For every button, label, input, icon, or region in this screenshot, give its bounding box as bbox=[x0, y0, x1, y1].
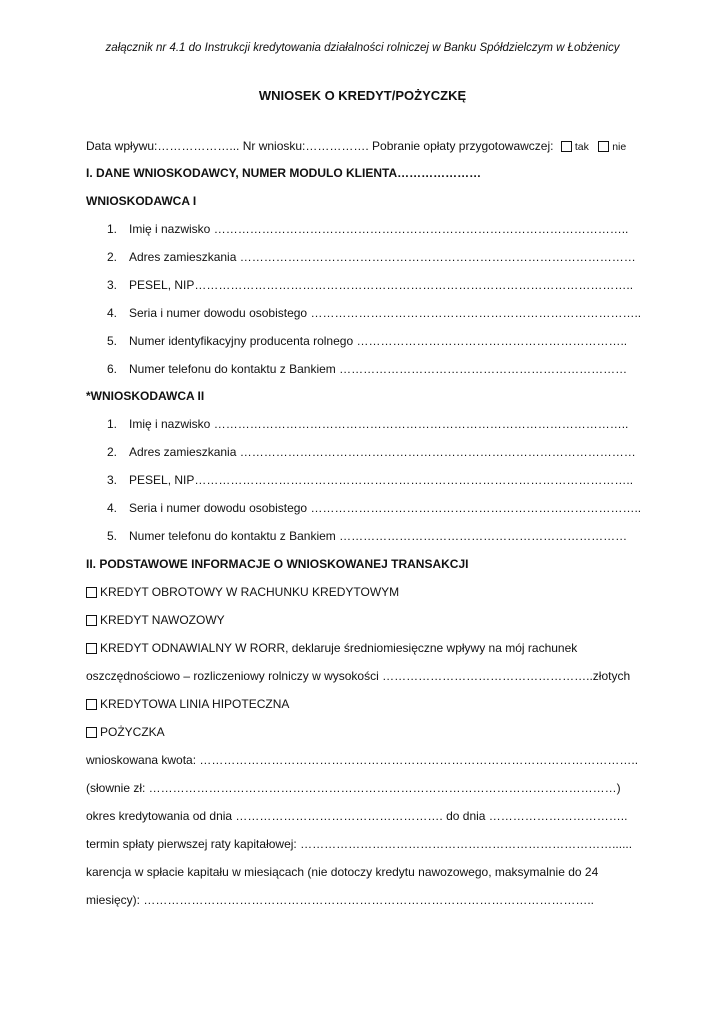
item-number: 3. bbox=[107, 473, 118, 487]
fee-yes-label: tak bbox=[574, 141, 589, 153]
applicant1-item[interactable] bbox=[107, 278, 633, 292]
field-grace-period-months[interactable]: miesięcy): ………………………………………………………………………………………………….. bbox=[86, 893, 595, 907]
item-text: Adres zamieszkania ……………………………………………………………………………………… bbox=[129, 250, 636, 264]
fee-no-checkbox[interactable] bbox=[598, 141, 609, 152]
option-label: POŻYCZKA bbox=[100, 725, 165, 739]
item-text: Numer telefonu do kontaktu z Bankiem ……………………………………………………………… bbox=[129, 529, 628, 543]
option-label: KREDYT ODNAWIALNY W RORR, deklaruje średniomiesięczne wpływy na mój rachunek bbox=[100, 641, 578, 655]
section1-heading: I. DANE WNIOSKODAWCY, NUMER MODULO KLIENTA………………… bbox=[86, 166, 482, 180]
option-loan[interactable] bbox=[86, 725, 165, 739]
item-number: 2. bbox=[107, 250, 118, 264]
applicant1-item[interactable] bbox=[107, 362, 627, 376]
applicant1-heading: WNIOSKODAWCA I bbox=[86, 194, 197, 208]
item-text: Seria i numer dowodu osobistego ……………………………………………………………………….. bbox=[129, 306, 642, 320]
item-number: 5. bbox=[107, 334, 118, 348]
item-text: PESEL, NIP……………………………………………………………………………………………….. bbox=[129, 473, 634, 487]
section2-heading: II. PODSTAWOWE INFORMACJE O WNIOSKOWANEJ TRANSAKCJI bbox=[86, 557, 469, 571]
item-number: 3. bbox=[107, 278, 118, 292]
applicant1-item[interactable] bbox=[107, 306, 641, 320]
item-text: Numer identyfikacyjny producenta rolnego ………………………………………………………….. bbox=[129, 334, 628, 348]
item-text: Imię i nazwisko ………………………………………………………………………………………….. bbox=[129, 417, 629, 431]
checkbox[interactable] bbox=[86, 699, 97, 710]
item-text: Imię i nazwisko ………………………………………………………………………………………….. bbox=[129, 222, 629, 236]
option-label: KREDYT OBROTOWY W RACHUNKU KREDYTOWYM bbox=[100, 585, 400, 599]
item-text: PESEL, NIP……………………………………………………………………………………………….. bbox=[129, 278, 634, 292]
checkbox[interactable] bbox=[86, 615, 97, 626]
option-label: KREDYTOWA LINIA HIPOTECZNA bbox=[100, 697, 290, 711]
checkbox[interactable] bbox=[86, 587, 97, 598]
field-requested-amount[interactable]: wnioskowana kwota: ……………………………………………………………………………………………….. bbox=[86, 753, 639, 767]
field-first-installment-date[interactable]: termin spłaty pierwszej raty kapitałowej: ……………………………………………………………………...... bbox=[86, 837, 633, 851]
option-revolving-credit[interactable] bbox=[86, 641, 577, 655]
intro-line bbox=[86, 139, 626, 153]
option-label: KREDYT NAWOZOWY bbox=[100, 613, 225, 627]
item-text: Seria i numer dowodu osobistego ……………………………………………………………………….. bbox=[129, 501, 642, 515]
item-number: 6. bbox=[107, 362, 118, 376]
rorr-continuation[interactable]: oszczędnościowo – rozliczeniowy rolniczy w wysokości ……………………………………………..złotych bbox=[86, 669, 631, 683]
applicant1-item[interactable] bbox=[107, 334, 627, 348]
applicant2-heading: *WNIOSKODAWCA II bbox=[86, 389, 205, 403]
intro-text: Data wpływu:………………... Nr wniosku:……………. Pobranie opłaty przygotowawczej: bbox=[86, 139, 554, 153]
item-number: 4. bbox=[107, 501, 118, 515]
fee-yes-checkbox[interactable] bbox=[561, 141, 572, 152]
option-working-capital-credit[interactable] bbox=[86, 585, 399, 599]
applicant1-item[interactable] bbox=[107, 222, 628, 236]
item-text: Numer telefonu do kontaktu z Bankiem ……………………………………………………………… bbox=[129, 362, 628, 376]
applicant2-item[interactable] bbox=[107, 445, 636, 459]
option-fertilizer-credit[interactable] bbox=[86, 613, 225, 627]
item-number: 2. bbox=[107, 445, 118, 459]
checkbox[interactable] bbox=[86, 643, 97, 654]
item-number: 1. bbox=[107, 222, 118, 236]
option-mortgage-credit-line[interactable] bbox=[86, 697, 289, 711]
applicant2-item[interactable] bbox=[107, 501, 641, 515]
fee-no-label: nie bbox=[612, 141, 627, 153]
item-number: 5. bbox=[107, 529, 118, 543]
item-number: 1. bbox=[107, 417, 118, 431]
item-text: Adres zamieszkania ……………………………………………………………………………………… bbox=[129, 445, 636, 459]
applicant2-item[interactable] bbox=[107, 473, 633, 487]
applicant1-item[interactable] bbox=[107, 250, 636, 264]
field-grace-period: karencja w spłacie kapitału w miesiącach (nie dotoczy kredytu nawozowego, maksymalnie do 24 bbox=[86, 865, 599, 879]
field-credit-period[interactable]: okres kredytowania od dnia ……………………………………………. do dnia …………………………….. bbox=[86, 809, 628, 823]
header-note: załącznik nr 4.1 do Instrukcji kredytowania działalności rolniczej w Banku Spółdzielczym w Łobżenicy bbox=[105, 42, 620, 54]
field-amount-in-words[interactable]: (słownie zł: ………………………………………………………………………………………………………) bbox=[86, 781, 621, 795]
applicant2-item[interactable] bbox=[107, 529, 627, 543]
applicant2-item[interactable] bbox=[107, 417, 628, 431]
page-title: WNIOSEK O KREDYT/POŻYCZKĘ bbox=[258, 88, 467, 103]
checkbox[interactable] bbox=[86, 727, 97, 738]
item-number: 4. bbox=[107, 306, 118, 320]
